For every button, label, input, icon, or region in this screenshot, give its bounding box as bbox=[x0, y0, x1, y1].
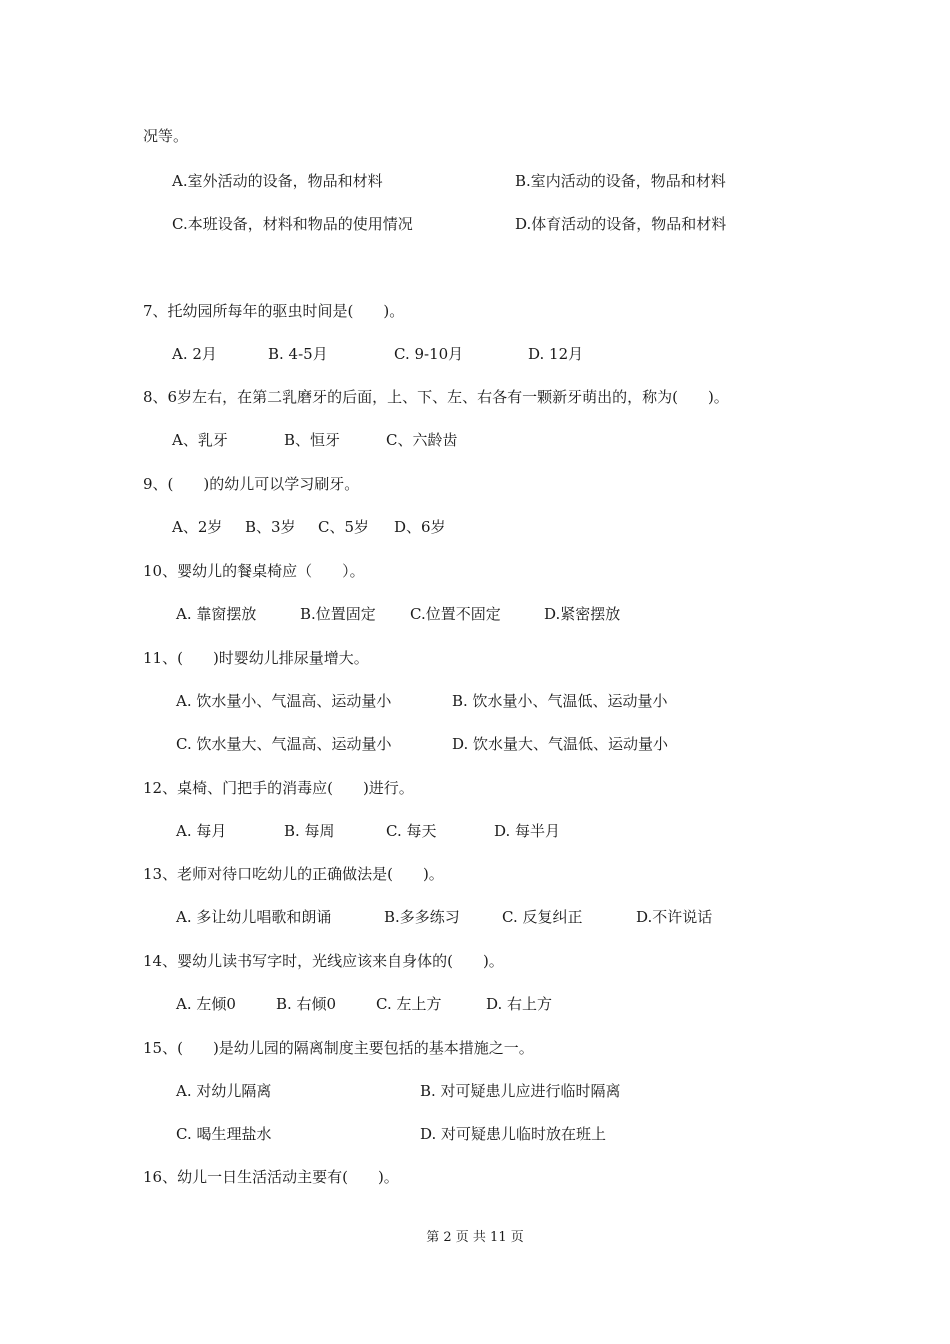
q14-option-b: B. 右倾0 bbox=[276, 995, 337, 1013]
question-9-stem: 9、( )的幼儿可以学习刷牙。 bbox=[143, 475, 360, 493]
q10-option-c: C.位置不固定 bbox=[410, 605, 501, 623]
q7-option-d: D. 12月 bbox=[528, 345, 584, 363]
q6-option-a: A.室外活动的设备，物品和材料 bbox=[172, 172, 383, 190]
q9-option-c: C、5岁 bbox=[318, 518, 370, 536]
q15-option-d: D. 对可疑患儿临时放在班上 bbox=[420, 1125, 607, 1143]
question-11-stem: 11、( )时婴幼儿排尿量增大。 bbox=[143, 649, 369, 667]
q11-option-d: D. 饮水量大、气温低、运动量小 bbox=[452, 735, 669, 753]
q6-option-c: C.本班设备，材料和物品的使用情况 bbox=[172, 215, 413, 233]
q11-option-b: B. 饮水量小、气温低、运动量小 bbox=[452, 692, 668, 710]
question-13-stem: 13、老师对待口吃幼儿的正确做法是( )。 bbox=[143, 865, 444, 883]
q13-option-a: A. 多让幼儿唱歌和朗诵 bbox=[176, 908, 332, 926]
q6-option-d: D.体育活动的设备，物品和材料 bbox=[515, 215, 727, 233]
question-8-stem: 8、6岁左右，在第二乳磨牙的后面，上、下、左、右各有一颗新牙萌出的，称为( )。 bbox=[143, 388, 729, 406]
q12-option-b: B. 每周 bbox=[284, 822, 335, 840]
q7-option-a: A. 2月 bbox=[172, 345, 217, 363]
q13-option-d: D.不许说话 bbox=[636, 908, 713, 926]
question-10-stem: 10、婴幼儿的餐桌椅应（ ）。 bbox=[143, 562, 365, 580]
question-7-stem: 7、托幼园所每年的驱虫时间是( )。 bbox=[143, 302, 405, 320]
q15-option-a: A. 对幼儿隔离 bbox=[176, 1082, 272, 1100]
q15-option-b: B. 对可疑患儿应进行临时隔离 bbox=[420, 1082, 621, 1100]
question-6-continuation: 况等。 bbox=[143, 127, 189, 145]
q10-option-b: B.位置固定 bbox=[300, 605, 376, 623]
question-14-stem: 14、婴幼儿读书写字时，光线应该来自身体的( )。 bbox=[143, 952, 504, 970]
question-15-stem: 15、( )是幼儿园的隔离制度主要包括的基本措施之一。 bbox=[143, 1039, 534, 1057]
q13-option-c: C. 反复纠正 bbox=[502, 908, 583, 926]
q13-option-b: B.多多练习 bbox=[384, 908, 460, 926]
q8-option-a: A、乳牙 bbox=[172, 431, 228, 449]
q6-option-b: B.室内活动的设备，物品和材料 bbox=[515, 172, 726, 190]
q14-option-c: C. 左上方 bbox=[376, 995, 442, 1013]
question-12-stem: 12、桌椅、门把手的消毒应( )进行。 bbox=[143, 779, 414, 797]
q12-option-c: C. 每天 bbox=[386, 822, 437, 840]
q9-option-a: A、2岁 bbox=[172, 518, 223, 536]
q15-option-c: C. 喝生理盐水 bbox=[176, 1125, 272, 1143]
q11-option-c: C. 饮水量大、气温高、运动量小 bbox=[176, 735, 392, 753]
q8-option-c: C、六龄齿 bbox=[386, 431, 458, 449]
q9-option-b: B、3岁 bbox=[245, 518, 296, 536]
q10-option-a: A. 靠窗摆放 bbox=[176, 605, 257, 623]
q12-option-a: A. 每月 bbox=[176, 822, 227, 840]
q14-option-a: A. 左倾0 bbox=[176, 995, 236, 1013]
q8-option-b: B、恒牙 bbox=[284, 431, 341, 449]
q12-option-d: D. 每半月 bbox=[494, 822, 561, 840]
page-number-footer: 第 2 页 共 11 页 bbox=[426, 1230, 524, 1245]
q11-option-a: A. 饮水量小、气温高、运动量小 bbox=[176, 692, 392, 710]
q10-option-d: D.紧密摆放 bbox=[544, 605, 621, 623]
q9-option-d: D、6岁 bbox=[394, 518, 446, 536]
q7-option-c: C. 9-10月 bbox=[394, 345, 464, 363]
question-16-stem: 16、幼儿一日生活活动主要有( )。 bbox=[143, 1168, 399, 1186]
q14-option-d: D. 右上方 bbox=[486, 995, 553, 1013]
q7-option-b: B. 4-5月 bbox=[268, 345, 328, 363]
